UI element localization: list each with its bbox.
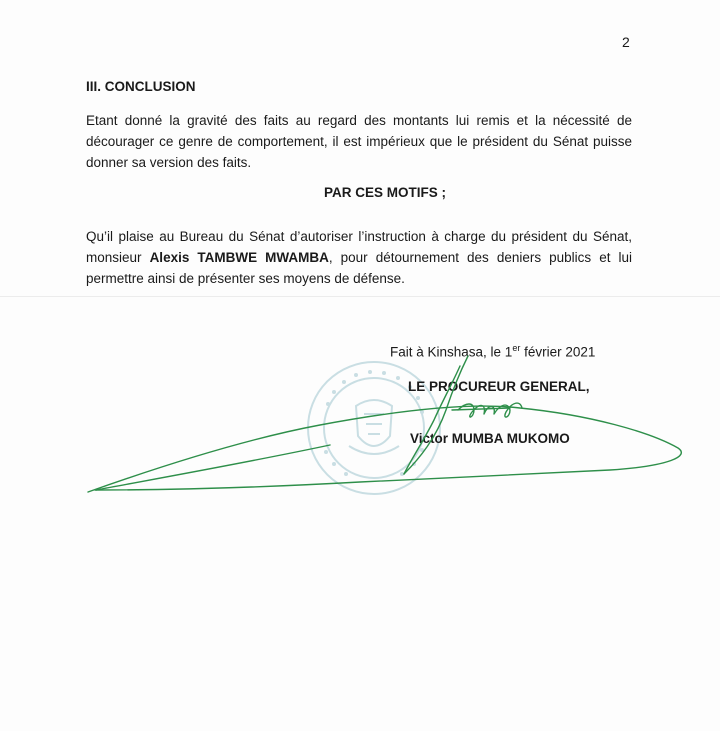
request-text-before: Qu’il plaise au Bureau du Sénat d’autoriser l’instruction à charge du président du Sénat, monsieur <box>86 229 632 265</box>
scan-fold-line <box>0 296 720 297</box>
request-text-after: , pour détournement des deniers publics et lui permettre ainsi de présenter ses moyens de défense. <box>86 250 632 286</box>
motifs-heading-text: PAR CES MOTIFS ; <box>323 185 446 200</box>
section-heading: III. CONCLUSION <box>86 79 196 94</box>
place-and-date <box>390 343 595 360</box>
signer-title: LE PROCUREUR GENERAL, <box>408 379 590 394</box>
conclusion-paragraph: Etant donné la gravité des faits au regard des montants lui remis et la nécessité de décourager ce genre de comportement, il est impérieux que le président du Sénat puisse donner sa version des faits. <box>86 113 632 170</box>
request-paragraph <box>86 226 632 289</box>
place-date-text: Fait à Kinshasa, le 1 <box>390 344 513 360</box>
page-number: 2 <box>622 34 630 50</box>
motifs-heading <box>0 185 720 200</box>
signer-name: Victor MUMBA MUKOMO <box>410 431 570 446</box>
accused-name: Alexis TAMBWE MWAMBA <box>149 250 329 265</box>
place-date-month-year: février 2021 <box>520 344 596 360</box>
date-ordinal-suffix: er <box>512 343 521 353</box>
